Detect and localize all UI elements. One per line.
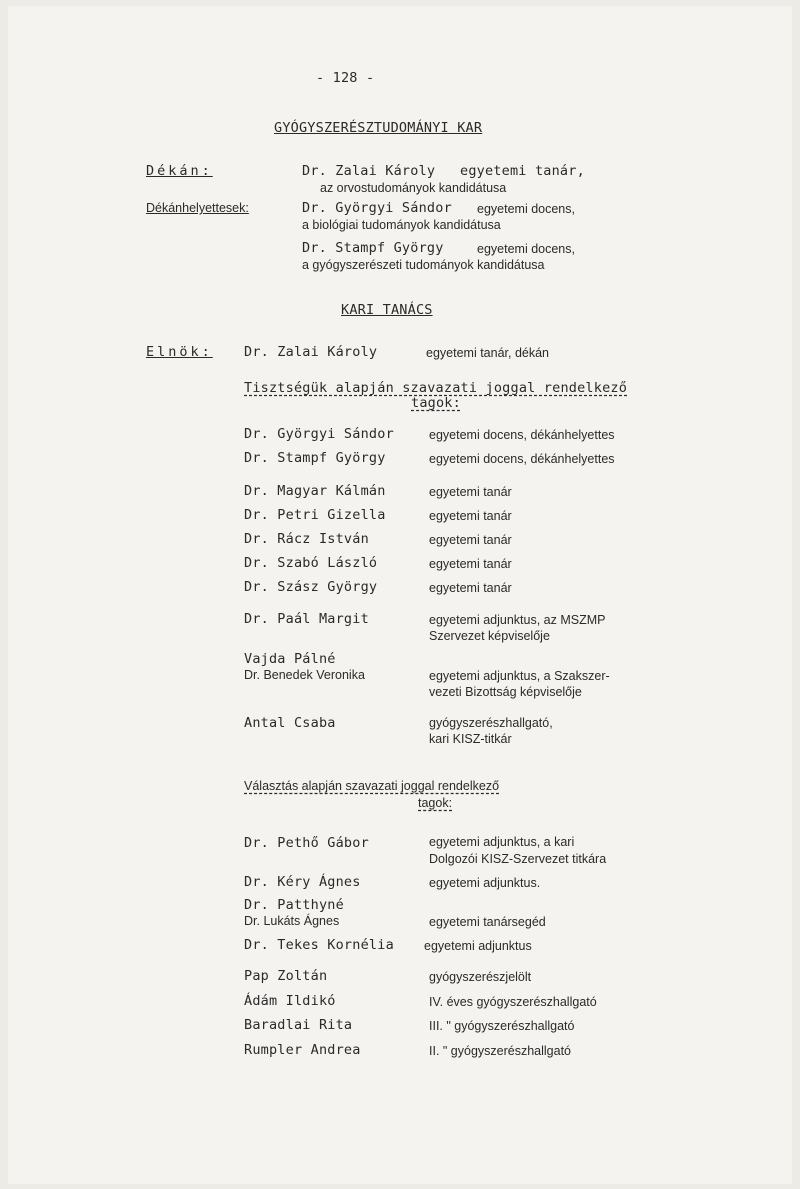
vice-dean-2-name: Dr. Stampf György	[302, 240, 444, 256]
member-title: egyetemi tanár	[429, 557, 512, 571]
member-name: Rumpler Andrea	[244, 1042, 361, 1058]
member-name-2: Dr. Benedek Veronika	[244, 668, 365, 682]
member-name: Dr. Pethő Gábor	[244, 835, 369, 851]
member-name-2: Dr. Lukáts Ágnes	[244, 914, 340, 928]
member-name: Dr. Patthyné	[244, 897, 344, 913]
member-title: III. " gyógyszerészhallgató	[429, 1019, 575, 1033]
member-name: Dr. Györgyi Sándor	[244, 426, 394, 442]
vice-dean-1-title-1: egyetemi docens,	[477, 202, 575, 216]
member-name: Ádám Ildikó	[244, 993, 336, 1009]
member-title: egyetemi tanár	[429, 485, 512, 499]
member-title: egyetemi docens, dékánhelyettes	[429, 428, 615, 442]
member-title: egyetemi docens, dékánhelyettes	[429, 452, 615, 466]
dean-title-2: az orvostudományok kandidátusa	[320, 181, 507, 195]
member-name: Baradlai Rita	[244, 1017, 353, 1033]
vice-dean-2-title-1: egyetemi docens,	[477, 242, 575, 256]
vice-deans-label: Dékánhelyettesek:	[146, 201, 249, 215]
member-title: egyetemi tanár	[429, 533, 512, 547]
dean-label: Dékán:	[146, 163, 213, 179]
member-title: egyetemi adjunktus, a kari	[429, 835, 575, 849]
member-name: Dr. Paál Margit	[244, 611, 369, 627]
member-name: Dr. Petri Gizella	[244, 507, 386, 523]
member-title-2: kari KISZ-titkár	[429, 732, 512, 746]
council-title: KARI TANÁCS	[341, 302, 433, 318]
faculty-title: GYÓGYSZERÉSZTUDOMÁNYI KAR	[274, 120, 483, 136]
member-title: egyetemi adjunktus.	[429, 876, 541, 890]
ex-officio-heading-1: Tisztségük alapján szavazati joggal rendelkező	[244, 380, 628, 396]
member-title: egyetemi tanársegéd	[429, 915, 546, 929]
member-title-2: Szervezet képviselője	[429, 629, 550, 643]
dean-name: Dr. Zalai Károly	[302, 163, 436, 179]
member-title-2: vezeti Bizottság képviselője	[429, 685, 582, 699]
chair-title: egyetemi tanár, dékán	[426, 346, 549, 360]
member-name: Pap Zoltán	[244, 968, 328, 984]
vice-dean-1-title-2: a biológiai tudományok kandidátusa	[302, 218, 501, 232]
page-number: - 128 -	[316, 70, 375, 86]
elected-heading-2: tagok:	[418, 796, 453, 810]
member-title: egyetemi adjunktus, a Szakszer-	[429, 669, 610, 683]
dean-title-1: egyetemi tanár,	[460, 163, 585, 179]
member-name: Vajda Pálné	[244, 651, 336, 667]
member-title-2: Dolgozói KISZ-Szervezet titkára	[429, 852, 607, 866]
vice-dean-2-title-2: a gyógyszerészeti tudományok kandidátusa	[302, 258, 545, 272]
member-name: Dr. Magyar Kálmán	[244, 483, 386, 499]
member-name: Dr. Tekes Kornélia	[244, 937, 394, 953]
member-title: gyógyszerészjelölt	[429, 970, 532, 984]
elected-heading-1: Választás alapján szavazati joggal rendelkező	[244, 779, 500, 793]
member-name: Dr. Szabó László	[244, 555, 378, 571]
member-title: II. " gyógyszerészhallgató	[429, 1044, 572, 1058]
member-title: egyetemi tanár	[429, 581, 512, 595]
member-name: Dr. Rácz István	[244, 531, 369, 547]
member-name: Antal Csaba	[244, 715, 336, 731]
member-title: egyetemi adjunktus	[424, 939, 532, 953]
chair-name: Dr. Zalai Károly	[244, 344, 378, 360]
member-title: IV. éves gyógyszerészhallgató	[429, 995, 597, 1009]
vice-dean-1-name: Dr. Györgyi Sándor	[302, 200, 452, 216]
ex-officio-heading-2: tagok:	[411, 395, 461, 411]
member-name: Dr. Stampf György	[244, 450, 386, 466]
member-title: egyetemi adjunktus, az MSZMP	[429, 613, 606, 627]
member-title: gyógyszerészhallgató,	[429, 716, 553, 730]
member-name: Dr. Kéry Ágnes	[244, 874, 361, 890]
chair-label: Elnök:	[146, 344, 213, 360]
member-title: egyetemi tanár	[429, 509, 512, 523]
member-name: Dr. Szász György	[244, 579, 378, 595]
